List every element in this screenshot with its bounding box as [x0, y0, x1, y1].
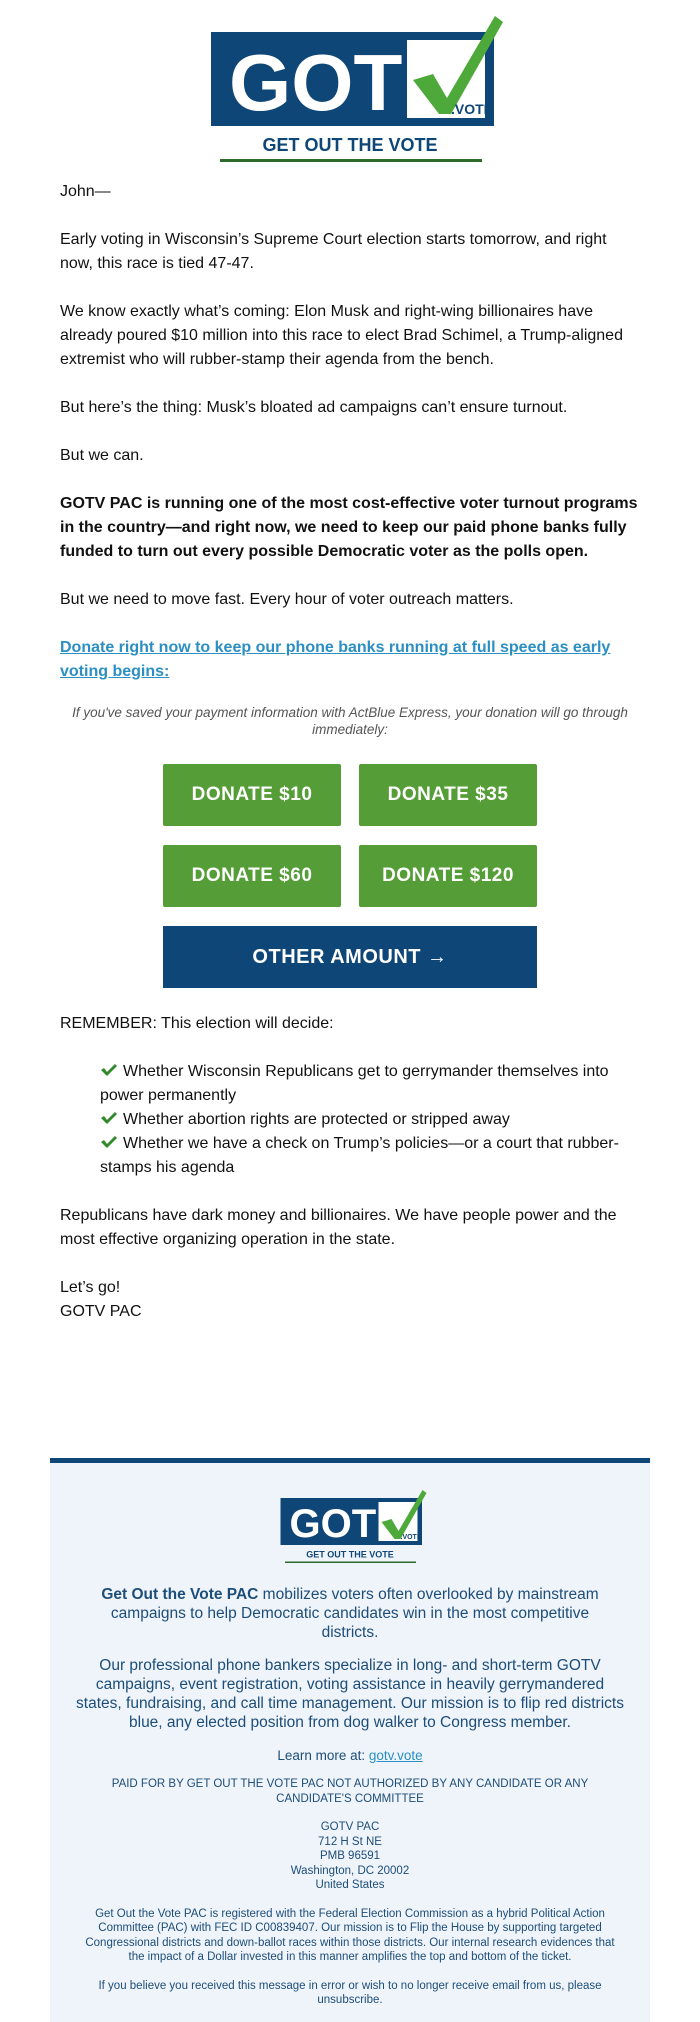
footer-about: Get Out the Vote PAC mobilizes voters often overlooked by mainstream campaigns to help Democratic candidates win in the most competitive districts.: [101, 1586, 599, 1641]
svg-text:.VOTE: .VOTE: [451, 101, 494, 117]
donate-grid: [163, 764, 537, 907]
unsubscribe-text[interactable]: If you believe you received this message in error or wish to no longer receive email from us, please unsubscribe.: [98, 1979, 602, 2006]
actblue-note: If you've saved your payment information with ActBlue Express, your donation will go through immediately:: [72, 705, 628, 737]
paragraph-2: We know exactly what’s coming: Elon Musk and right-wing billionaires have already poured $10 million into this race to elect Brad Schimel, a Trump-aligned extremist who will rubber-stamp their agenda from the bench.: [60, 303, 623, 368]
donate-35-button[interactable]: DONATE $35: [359, 764, 537, 826]
donate-cta-link[interactable]: Donate right now to keep our phone banks running at full speed as early voting begins:: [60, 639, 611, 680]
gotv-vote-link[interactable]: gotv.vote: [368, 1748, 423, 1763]
footer-mission: Our professional phone bankers specialize in long- and short-term GOTV campaigns, event registration, voting assistance in heavily gerrymandered states, fundraising, and call time management. Our mission is to flip red districts blue, any elected position from dog walker to Congress member.: [76, 1657, 624, 1731]
svg-text:GOT: GOT: [289, 1502, 377, 1546]
remember-list: [60, 1060, 640, 1180]
paragraph-3: But here’s the thing: Musk’s bloated ad campaigns can’t ensure turnout.: [60, 399, 568, 416]
donate-60-button[interactable]: DONATE $60: [163, 845, 341, 907]
remember-intro: REMEMBER: This election will decide:: [60, 1015, 334, 1032]
greeting: John—: [60, 183, 111, 200]
svg-text:GET OUT THE VOTE: GET OUT THE VOTE: [306, 1549, 394, 1560]
check-icon: [100, 1063, 118, 1077]
list-item: Whether abortion rights are protected or stripped away: [100, 1108, 640, 1132]
signature: GOTV PAC: [60, 1303, 142, 1320]
paragraph-4: But we can.: [60, 447, 144, 464]
mailing-address: GOTV PAC 712 H St NE PMB 96591 Washington, DC 20002 United States: [290, 1821, 410, 1891]
gotv-logo: [185, 10, 515, 170]
paragraph-1: Early voting in Wisconsin’s Supreme Court election starts tomorrow, and right now, this race is tied 47-47.: [60, 231, 607, 272]
svg-text:.VOTE: .VOTE: [400, 1534, 422, 1541]
fec-disclaimer: Get Out the Vote PAC is registered with the Federal Election Commission as a hybrid Political Action Committee (PAC) with FEC ID C00839407. Our mission is to Flip the House by supporting targeted Congressional districts and down-ballot races within those districts. Our internal research evidences that the impact of a Dollar invested in this manner amplifies the top and bottom of the ticket.: [85, 1907, 615, 1963]
check-icon: [100, 1135, 118, 1149]
other-amount-button[interactable]: OTHER AMOUNT →: [163, 926, 537, 988]
signoff: Let’s go!: [60, 1279, 121, 1296]
list-item: Whether we have a check on Trump’s policies—or a court that rubber-stamps his agenda: [100, 1135, 619, 1176]
donate-120-button[interactable]: DONATE $120: [359, 845, 537, 907]
email-page: [0, 10, 700, 2006]
check-icon: [100, 1111, 118, 1125]
svg-text:GET OUT THE VOTE: GET OUT THE VOTE: [262, 135, 438, 155]
paragraph-6: But we need to move fast. Every hour of voter outreach matters.: [60, 591, 514, 608]
list-item: Whether Wisconsin Republicans get to gerrymander themselves into power permanently: [100, 1063, 609, 1104]
closing-paragraph: Republicans have dark money and billionaires. We have people power and the most effective organizing operation in the state.: [60, 1207, 617, 1248]
donate-10-button[interactable]: DONATE $10: [163, 764, 341, 826]
footer-gotv-logo: [260, 1487, 440, 1567]
svg-text:GOT: GOT: [229, 38, 403, 127]
paragraph-bold: GOTV PAC is running one of the most cost-effective voter turnout programs in the country—and right now, we need to keep our paid phone banks fully funded to turn out every possible Democratic voter as the polls open.: [60, 495, 638, 560]
footer-learn-more: Learn more at: gotv.vote: [277, 1748, 423, 1763]
footer: [50, 1458, 650, 2022]
paid-for-disclaimer: PAID FOR BY GET OUT THE VOTE PAC NOT AUTHORIZED BY ANY CANDIDATE OR ANY CANDIDATE'S COMMITTEE: [111, 1778, 589, 1805]
